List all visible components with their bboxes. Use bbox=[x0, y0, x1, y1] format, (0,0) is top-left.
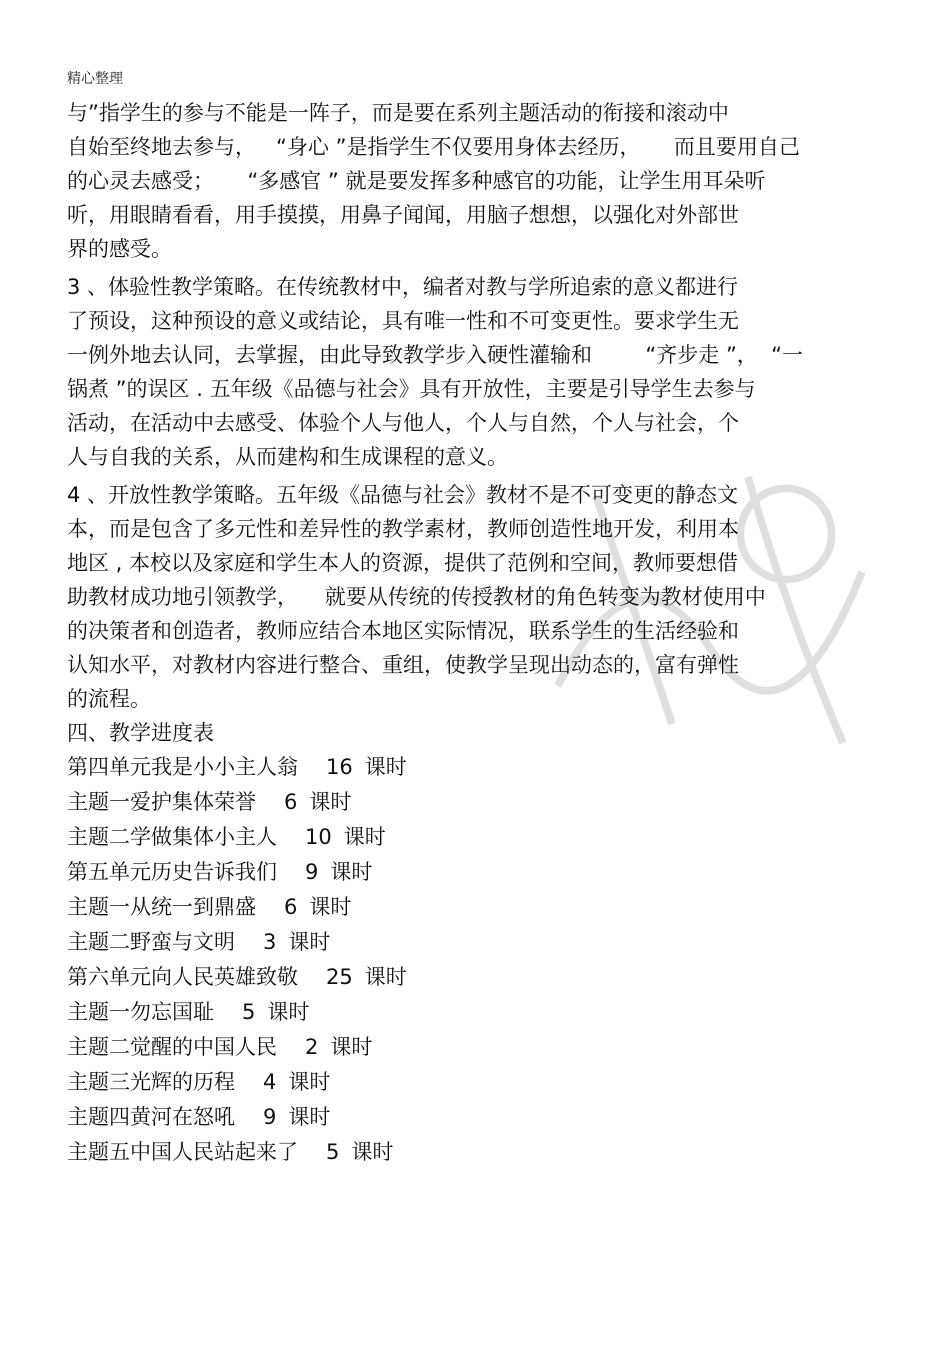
text-line: 4 、开放性教学策略。五年级《品德与社会》教材不是不可变更的静态文 bbox=[67, 483, 739, 507]
schedule-item-name: 主题五中国人民站起来了 bbox=[67, 1140, 298, 1164]
schedule-row bbox=[67, 925, 897, 960]
schedule-item-name: 主题三光辉的历程 bbox=[67, 1070, 235, 1094]
text-line: 界的感受。 bbox=[67, 237, 172, 261]
schedule-item-unit: 课时 bbox=[351, 1140, 394, 1164]
schedule-item-unit: 课时 bbox=[309, 895, 352, 919]
text-line: 与”指学生的参与不能是一阵子，而是要在系列主题活动的衔接和滚动中 bbox=[67, 101, 729, 125]
text-line: 听，用眼睛看看，用手摸摸，用鼻子闻闻，用脑子想想，以强化对外部世 bbox=[67, 203, 739, 227]
text-line: 活动，在活动中去感受、体验个人与他人，个人与自然，个人与社会，个 bbox=[67, 411, 739, 435]
schedule-row bbox=[67, 890, 897, 925]
text-line: 3 、体验性教学策略。在传统教材中，编者对教与学所追索的意义都进行 bbox=[67, 275, 739, 299]
text-line: 自始至终地去参与， “身心 ”是指学生不仅要用身体去经历， 而且要用自己 bbox=[67, 135, 800, 159]
schedule-item-unit: 课时 bbox=[330, 1035, 373, 1059]
schedule-item-name: 主题二野蛮与文明 bbox=[67, 930, 235, 954]
schedule-item-hours: 3 bbox=[263, 930, 277, 954]
schedule-item-hours: 25 bbox=[326, 965, 353, 989]
text-line: 人与自我的关系，从而建构和生成课程的意义。 bbox=[67, 445, 508, 469]
schedule-item-unit: 课时 bbox=[364, 965, 407, 989]
schedule-item-unit: 课时 bbox=[330, 860, 373, 884]
schedule-row bbox=[67, 1100, 897, 1135]
schedule-item-hours: 9 bbox=[305, 860, 319, 884]
body-text bbox=[67, 96, 897, 1170]
text-line: 的心灵去感受； “多感官 ” 就是要发挥多种感官的功能，让学生用耳朵听 bbox=[67, 169, 766, 193]
schedule-row bbox=[67, 995, 897, 1030]
text-line: 的决策者和创造者，教师应结合本地区实际情况，联系学生的生活经验和 bbox=[67, 619, 739, 643]
text-line: 锅煮 ”的误区 . 五年级《品德与社会》具有开放性，主要是引导学生去参与 bbox=[67, 377, 756, 401]
schedule-row bbox=[67, 1065, 897, 1100]
schedule-item-hours: 4 bbox=[263, 1070, 277, 1094]
text-line: 认知水平，对教材内容进行整合、重组，使教学呈现出动态的，富有弹性 bbox=[67, 653, 739, 677]
schedule-item-hours: 16 bbox=[326, 755, 353, 779]
schedule-item-name: 第五单元历史告诉我们 bbox=[67, 860, 277, 884]
schedule-item-hours: 5 bbox=[242, 1000, 256, 1024]
schedule-item-name: 第四单元我是小小主人翁 bbox=[67, 755, 298, 779]
schedule-item-hours: 6 bbox=[284, 895, 298, 919]
schedule-item-hours: 6 bbox=[284, 790, 298, 814]
paragraph-experiential-strategy bbox=[67, 270, 897, 474]
schedule-item-unit: 课时 bbox=[288, 1105, 331, 1129]
schedule-section bbox=[67, 716, 897, 1170]
schedule-item-hours: 9 bbox=[263, 1105, 277, 1129]
schedule-row bbox=[67, 750, 897, 785]
schedule-row bbox=[67, 855, 897, 890]
header-tag: 精心整理 bbox=[67, 71, 123, 87]
schedule-item-name: 主题二学做集体小主人 bbox=[67, 825, 277, 849]
schedule-item-unit: 课时 bbox=[364, 755, 407, 779]
text-line: 本，而是包含了多元性和差异性的教学素材，教师创造性地开发，利用本 bbox=[67, 517, 739, 541]
schedule-item-unit: 课时 bbox=[343, 825, 386, 849]
paragraph-open-strategy bbox=[67, 478, 897, 716]
schedule-row bbox=[67, 960, 897, 995]
schedule-item-name: 主题二觉醒的中国人民 bbox=[67, 1035, 277, 1059]
schedule-item-unit: 课时 bbox=[288, 930, 331, 954]
schedule-heading: 四、教学进度表 bbox=[67, 721, 214, 745]
text-line: 助教材成功地引领教学， 就要从传统的传授教材的角色转变为教材使用中 bbox=[67, 585, 766, 609]
schedule-item-unit: 课时 bbox=[309, 790, 352, 814]
schedule-item-hours: 10 bbox=[305, 825, 332, 849]
schedule-row bbox=[67, 820, 897, 855]
text-line: 了预设，这种预设的意义或结论，具有唯一性和不可变更性。要求学生无 bbox=[67, 309, 739, 333]
schedule-item-unit: 课时 bbox=[267, 1000, 310, 1024]
schedule-row bbox=[67, 1030, 897, 1065]
schedule-item-name: 第六单元向人民英雄致敬 bbox=[67, 965, 298, 989]
schedule-row bbox=[67, 1135, 897, 1170]
text-line: 一例外地去认同，去掌握，由此导致教学步入硬性灌输和 “齐步走 ”， “一 bbox=[67, 343, 804, 367]
schedule-item-name: 主题四黄河在怒吼 bbox=[67, 1105, 235, 1129]
schedule-item-hours: 5 bbox=[326, 1140, 340, 1164]
schedule-item-name: 主题一从统一到鼎盛 bbox=[67, 895, 256, 919]
schedule-item-name: 主题一勿忘国耻 bbox=[67, 1000, 214, 1024]
schedule-row bbox=[67, 785, 897, 820]
text-line: 地区 , 本校以及家庭和学生本人的资源，提供了范例和空间，教师要想借 bbox=[67, 551, 739, 575]
text-line: 的流程。 bbox=[67, 687, 151, 711]
paragraph-participation bbox=[67, 96, 897, 266]
schedule-item-hours: 2 bbox=[305, 1035, 319, 1059]
schedule-item-unit: 课时 bbox=[288, 1070, 331, 1094]
schedule-item-name: 主题一爱护集体荣誉 bbox=[67, 790, 256, 814]
